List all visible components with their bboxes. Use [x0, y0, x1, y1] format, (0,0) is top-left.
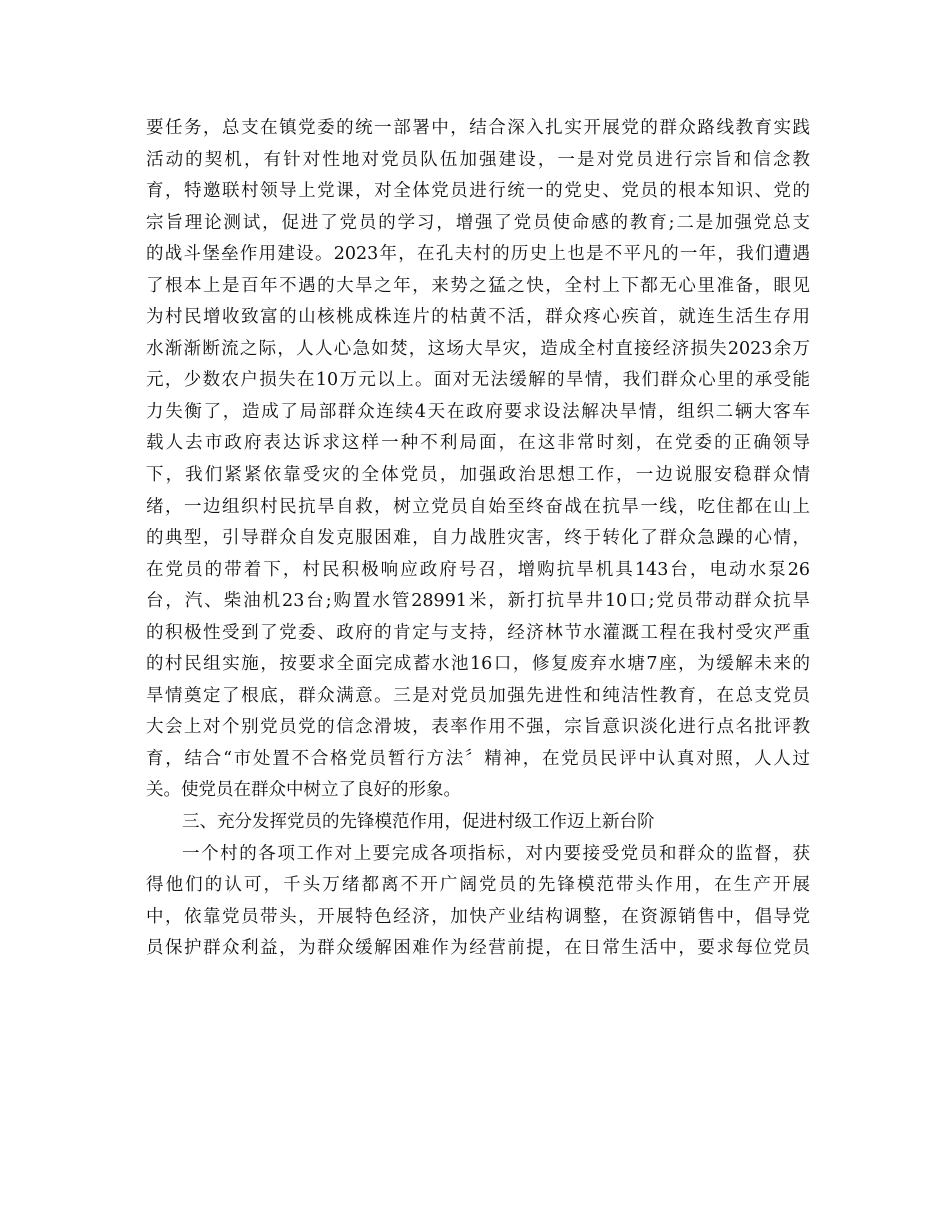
text-line: 力失衡了，造成了局部群众连续4天在政府要求设法解决旱情，组织二辆大客车: [146, 401, 810, 422]
text-line: 大会上对个别党员党的信念滑坡，表率作用不强，宗旨意识淡化进行点名批评教: [146, 717, 810, 738]
text-line: 的典型，引导群众自发克服困难，自力战胜灾害，终于转化了群众急躁的心情，: [146, 528, 810, 549]
text-line: 在党员的带着下，村民积极响应政府号召，增购抗旱机具143台，电动水泵26: [146, 559, 810, 580]
text-line: 的战斗堡垒作用建设。2023年，在孔夫村的历史上也是不平凡的一年，我们遭遇: [146, 244, 810, 265]
text-line: 一个村的各项工作对上要完成各项指标，对内要接受党员和群众的监督，获: [182, 843, 810, 864]
text-line: 宗旨理论测试，促进了党员的学习，增强了党员使命感的教育;二是加强党总支: [146, 212, 810, 233]
text-line: 要任务，总支在镇党委的统一部署中，结合深入扎实开展党的群众路线教育实践: [146, 118, 810, 138]
section-heading: 三、充分发挥党员的先锋模范作用，促进村级工作迈上新台阶: [182, 812, 655, 833]
text-line: 为村民增收致富的山核桃成株连片的枯黄不活，群众疼心疾首，就连生活生存用: [146, 307, 810, 328]
text-line: 得他们的认可，千头万绪都离不开广阔党员的先锋模范带头作用，在生产开展: [146, 875, 810, 896]
text-line: 旱情奠定了根底，群众满意。三是对党员加强先进性和纯洁性教育，在总支党员: [146, 685, 810, 706]
text-line: 台，汽、柴油机23台;购置水管28991米，新打抗旱井10口;党员带动群众抗旱: [146, 591, 810, 612]
document-body: [146, 113, 810, 965]
text-line: 中，依靠党员带头，开展特色经济，加快产业结构调整，在资源销售中，倡导党: [146, 906, 810, 927]
text-line: 活动的契机，有针对性地对党员队伍加强建设，一是对党员进行宗旨和信念教: [146, 149, 810, 170]
text-line: 育，特邀联村领导上党课，对全体党员进行统一的党史、党员的根本知识、党的: [146, 181, 810, 202]
text-line: 下，我们紧紧依靠受灾的全体党员，加强政治思想工作，一边说服安稳群众情: [146, 465, 810, 486]
text-line: 育，结合“市处置不合格党员暂行方法〞精神，在党员民评中认真对照，人人过: [146, 748, 810, 769]
text-line: 了根本上是百年不遇的大旱之年，来势之猛之快，全村上下都无心里准备，眼见: [146, 275, 810, 296]
text-line: 元，少数农户损失在10万元以上。面对无法缓解的旱情，我们群众心里的承受能: [146, 370, 810, 391]
text-line: 员保护群众利益，为群众缓解困难作为经营前提，在日常生活中，要求每位党员: [146, 938, 810, 959]
text-line: 的村民组实施，按要求全面完成蓄水池16口，修复废弃水塘7座，为缓解未来的: [146, 654, 810, 675]
text-line: 的积极性受到了党委、政府的肯定与支持，经济林节水灌溉工程在我村受灾严重: [146, 622, 810, 643]
text-line: 绪，一边组织村民抗旱自救，树立党员自始至终奋战在抗旱一线，吃住都在山上: [146, 496, 810, 517]
text-line: 关。使党员在群众中树立了良好的形象。: [146, 780, 461, 801]
text-line: 载人去市政府表达诉求这样一种不利局面，在这非常时刻，在党委的正确领导: [146, 433, 810, 454]
text-line: 水渐渐断流之际，人人心急如焚，这场大旱灾，造成全村直接经济损失2023余万: [146, 338, 810, 359]
